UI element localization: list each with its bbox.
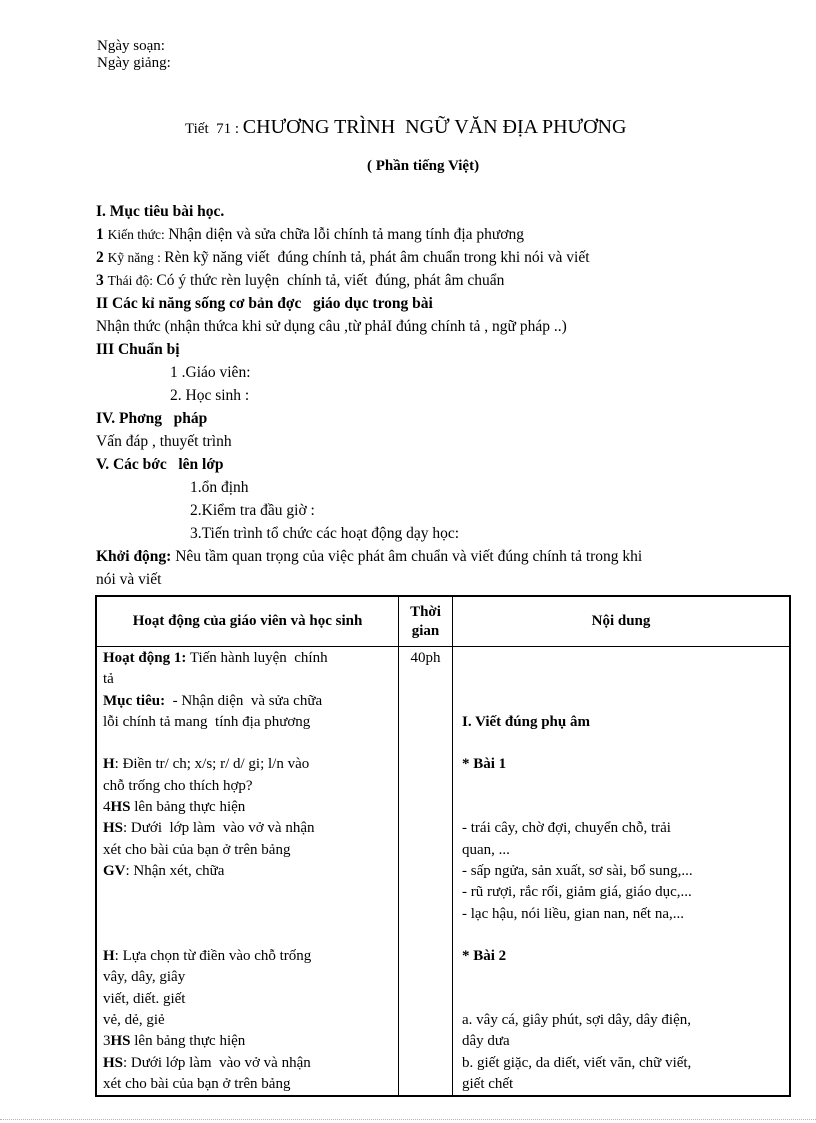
text-line: 40ph	[410, 650, 441, 666]
text-line: I. Mục tiêu bài học.	[96, 203, 225, 220]
text-line: quan, ...	[462, 841, 510, 858]
text-line	[103, 904, 395, 925]
text-line: - trái cây, chờ đợi, chuyển chỗ, trải	[462, 820, 671, 837]
text-line: H: Lựa chọn từ điền vào chỗ trống	[103, 948, 312, 965]
text-line: - rũ rượi, rắc rối, giảm giá, giáo dục,...	[462, 884, 692, 901]
text-line: - lạc hậu, nói liều, gian nan, nết na,...	[462, 905, 685, 922]
table-header-content: Nội dung	[453, 597, 789, 647]
cell-content	[453, 647, 789, 1095]
text-line	[462, 691, 786, 712]
text-line: V. Các bớc lên lớp	[96, 456, 224, 473]
cell-activities	[97, 647, 398, 1095]
text-line: GV: Nhận xét, chữa	[103, 862, 225, 879]
text-line: H: Điền tr/ ch; x/s; r/ d/ gi; l/n vào	[103, 756, 310, 773]
lesson-title: CHƯƠNG TRÌNH NGỮ VĂN ĐỊA PHƯƠNG	[242, 116, 627, 138]
text-line	[462, 648, 786, 669]
lesson-subtitle: ( Phần tiếng Việt)	[367, 158, 480, 174]
text-line	[462, 989, 786, 1010]
text-line: dây dưa	[462, 1033, 510, 1050]
text-line: 1.ổn định	[190, 479, 249, 496]
text-line	[462, 967, 786, 988]
lesson-plan-table	[95, 595, 791, 1097]
lesson-number: Tiết 71 :	[185, 121, 243, 137]
page-edge-divider	[0, 1119, 816, 1120]
text-line: 2.Kiểm tra đầu giờ :	[190, 502, 315, 519]
text-line: chỗ trống cho thích hợp?	[103, 777, 253, 794]
text-line	[103, 925, 395, 946]
table-header-time: Thời gian	[398, 597, 453, 647]
text-line	[462, 669, 786, 690]
cell-time	[398, 647, 453, 1095]
date-prepared-label: Ngày soạn:	[97, 38, 165, 54]
text-line	[462, 733, 786, 754]
text-line: viết, diết. giết	[103, 990, 186, 1007]
text-line: Vấn đáp , thuyết trình	[96, 433, 232, 450]
text-line: IV. Phơng pháp	[96, 410, 208, 427]
text-line: I. Viết đúng phụ âm	[462, 713, 590, 730]
text-line: Nhận thức (nhận thứca khi sử dụng câu ,từ phảI đúng chính tả , ngữ pháp ..)	[96, 318, 567, 335]
text-line: HS: Dưới lớp làm vào vở và nhận	[103, 820, 315, 837]
text-line: 3 Thái độ: Có ý thức rèn luyện chính tả, viết đúng, phát âm chuẩn	[96, 272, 505, 289]
text-line: b. giết giặc, da diết, viết văn, chữ viết,	[462, 1054, 692, 1071]
lesson-title-row	[0, 99, 816, 156]
document-body	[96, 200, 816, 591]
text-line: 2. Học sinh :	[170, 387, 250, 404]
text-line: vây, dây, giây	[103, 969, 186, 986]
text-line: Khởi động: Nêu tầm quan trọng của việc phát âm chuẩn và viết đúng chính tả trong khi	[96, 548, 643, 565]
text-line: Hoạt động 1: Tiến hành luyện chính	[103, 650, 328, 666]
text-line: lỗi chính tả mang tính địa phương	[103, 713, 311, 730]
text-line: tả	[103, 671, 114, 688]
text-line	[462, 797, 786, 818]
text-line	[462, 776, 786, 797]
text-line: III Chuẩn bị	[96, 341, 180, 358]
text-line: xét cho bài của bạn ở trên bảng	[103, 841, 291, 858]
text-line: 3HS lên bảng thực hiện	[103, 1033, 246, 1050]
text-line: - sấp ngửa, sản xuất, sơ sài, bổ sung,...	[462, 862, 693, 879]
date-block	[97, 38, 816, 72]
text-line: * Bài 2	[462, 948, 507, 965]
text-line	[462, 925, 786, 946]
text-line: giết chết	[462, 1075, 514, 1092]
text-line: 3.Tiến trình tổ chức các hoạt động dạy học:	[190, 525, 460, 542]
text-line: 1 Kiến thức: Nhận diện và sửa chữa lỗi chính tả mang tính địa phương	[96, 226, 524, 243]
text-line: vẻ, dẻ, giẻ	[103, 1012, 165, 1029]
text-line: II Các kỉ năng sống cơ bản đợc giáo dục trong bài	[96, 295, 433, 312]
text-line: nói và viết	[96, 571, 162, 588]
text-line: * Bài 1	[462, 756, 507, 773]
text-line	[103, 733, 395, 754]
text-line: 4HS lên bảng thực hiện	[103, 799, 246, 816]
text-line: xét cho bài của bạn ở trên bảng	[103, 1075, 291, 1092]
text-line: 2 Kỹ năng : Rèn kỹ năng viết đúng chính tả, phát âm chuẩn trong khi nói và viết	[96, 249, 590, 266]
text-line: Mục tiêu: - Nhận diện và sửa chữa	[103, 692, 323, 709]
text-line	[103, 882, 395, 903]
text-line: a. vây cá, giây phút, sợi dây, dây điện,	[462, 1012, 691, 1029]
text-line: 1 .Giáo viên:	[170, 364, 251, 381]
table-header-activities: Hoạt động của giáo viên và học sinh	[97, 597, 398, 647]
text-line: HS: Dưới lớp làm vào vở và nhận	[103, 1054, 311, 1071]
date-taught-label: Ngày giảng:	[97, 55, 171, 71]
